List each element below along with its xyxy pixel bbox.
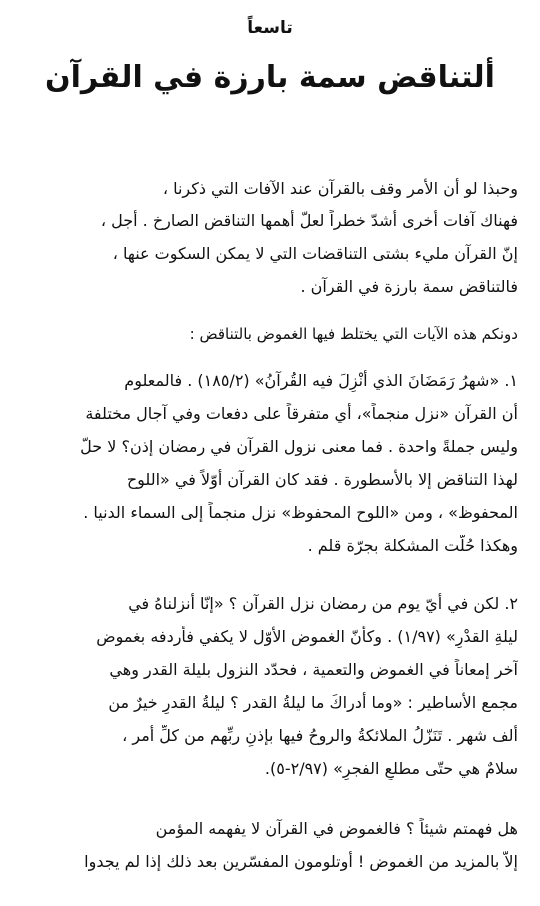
paragraph-2-line-1: دونكم هذه الآيات التي يختلط فيها الغموض بالتناقض : xyxy=(189,325,518,343)
paragraph-4-line-1: ٢. لكن في أيّ يوم من رمضان نزل القرآن ؟ «إنّا أنزلناهُ في xyxy=(128,594,518,613)
paragraph-4-line-4: مجمع الأساطير : «وما أدراكَ ما ليلةُ القدر ؟ ليلةُ القدرِ خيرٌ من xyxy=(108,693,518,712)
paragraph-3-line-4: لهذا التناقض إلا بالأسطورة . فقد كان القرآن أوّلاً في «اللوح xyxy=(126,470,518,489)
paragraph-4-line-3: آخر إمعاناً في الغموض والتعمية ، فحدّد النزول بليلة القدر وهي xyxy=(109,660,518,679)
paragraph-3-line-5: المحفوظ» ، ومن «اللوح المحفوظ» نزل منجماً إلى السماء الدنيا . xyxy=(83,503,518,522)
paragraph-3-line-1: ١. «شهرُ رَمَضَانَ الذي أُنْزِلَ فيه القُرآنُ» (١٨٥/٢) . فالمعلوم xyxy=(124,371,518,390)
section-label: تاسعاً xyxy=(247,18,293,38)
paragraph-1-line-3: إنّ القرآن مليء بشتى التناقضات التي لا يمكن السكوت عنها ، xyxy=(112,244,518,263)
paragraph-1-line-1: وحبذا لو أن الأمر وقف بالقرآن عند الآفات التي ذكرنا ، xyxy=(162,179,518,198)
paragraph-4-line-6: سلامٌ هي حتّى مطلعِ الفجرِ» (٢/٩٧-٥). xyxy=(264,759,518,778)
paragraph-5-line-2: إلاّ بالمزيد من الغموض ! أوتلومون المفسّرين بعد ذلك إذا لم يجدوا xyxy=(84,852,518,871)
paragraph-3-line-6: وهكذا حُلّت المشكلة بجرّة قلم . xyxy=(307,536,518,555)
paragraph-3-line-3: وليس جملةً واحدة . فما معنى نزول القرآن في رمضان إذن؟ لا حلّ xyxy=(80,437,518,456)
paragraph-5-line-1: هل فهمتم شيئاً ؟ فالغموض في القرآن لا يفهمه المؤمن xyxy=(155,819,518,838)
paragraph-4-line-2: ليلةِ القدْرِ» (١/٩٧) . وكأنّ الغموض الأوّل لا يكفي فأردفه بغموض xyxy=(96,627,518,646)
paragraph-3-line-2: أن القرآن «نزل منجماً»، أي متفرقاً على دفعات وفي آجال مختلفة xyxy=(85,404,518,423)
chapter-title: ألتناقض سمة بارزة في القرآن xyxy=(45,60,495,95)
paragraph-1-line-2: فهناك آفات أخرى أشدّ خطراً لعلّ أهمها التناقض الصارخ . أجل ، xyxy=(100,211,518,230)
paragraph-1-line-4: فالتناقض سمة بارزة في القرآن . xyxy=(300,277,518,296)
paragraph-4-line-5: ألف شهر . تَنَزّلُ الملائكةُ والروحُ فيها بإذنِ ربِّهم من كلِّ أمر ، xyxy=(122,726,518,745)
